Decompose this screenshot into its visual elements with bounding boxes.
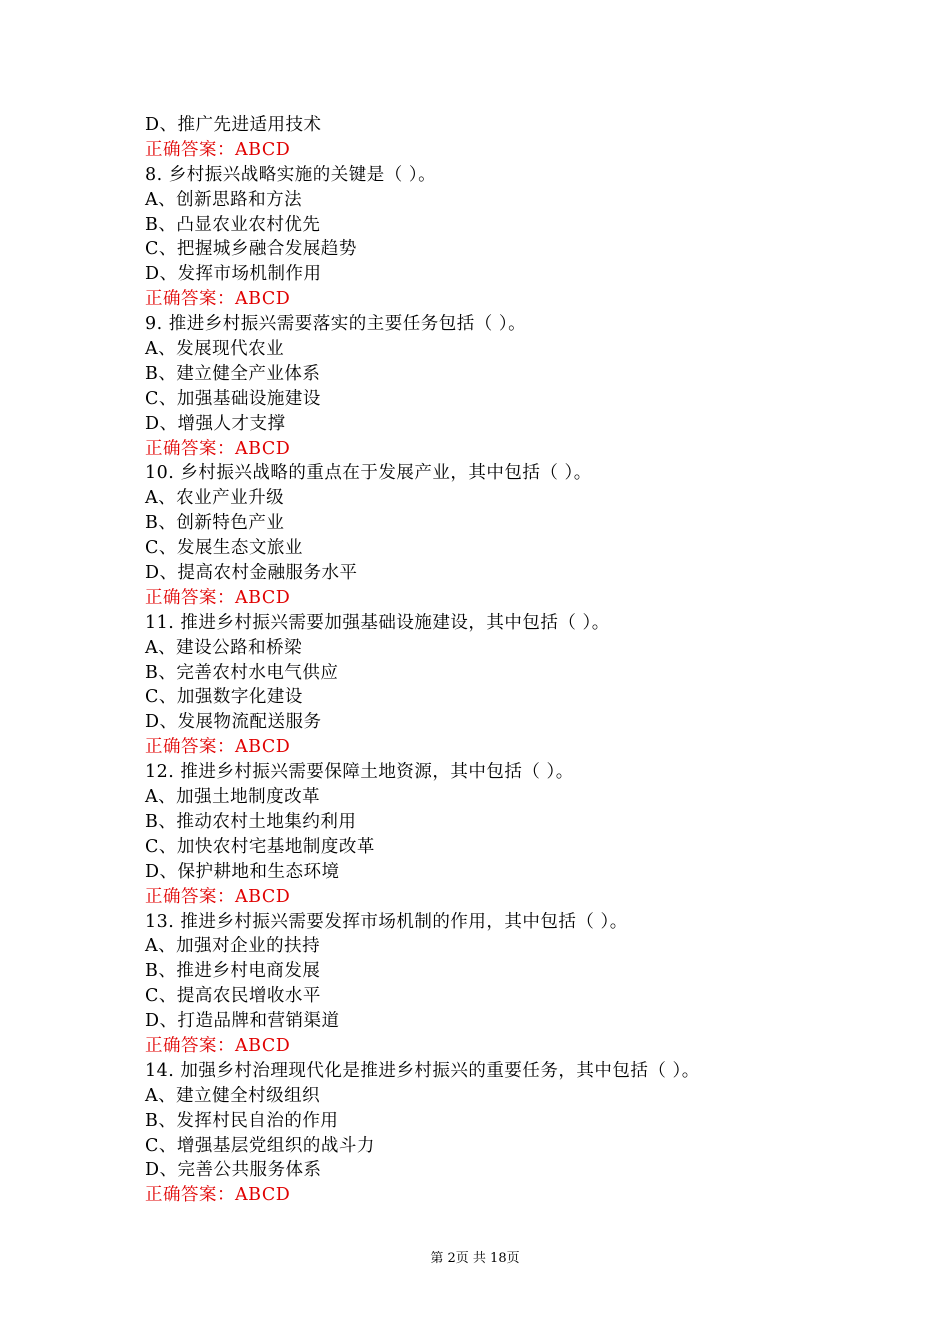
- question-stem: 12. 推进乡村振兴需要保障土地资源，其中包括（ ）。: [145, 762, 574, 783]
- question-stem: 14. 加强乡村治理现代化是推进乡村振兴的重要任务，其中包括（ ）。: [145, 1060, 700, 1081]
- correct-answer: 正确答案：ABCD: [145, 886, 291, 907]
- correct-answer: 正确答案：ABCD: [145, 289, 291, 310]
- question-stem: 13. 推进乡村振兴需要发挥市场机制的作用，其中包括（ ）。: [145, 911, 628, 932]
- option-a: A、发展现代农业: [145, 339, 285, 360]
- question-block: [145, 461, 845, 610]
- document-body: [145, 113, 845, 1208]
- option-a: A、加强土地制度改革: [145, 787, 321, 808]
- option-d: D、完善公共服务体系: [145, 1160, 322, 1181]
- correct-answer: 正确答案：ABCD: [145, 587, 291, 608]
- question-block: [145, 163, 845, 312]
- option-b: B、创新特色产业: [145, 513, 285, 534]
- option-a: A、加强对企业的扶持: [145, 936, 321, 957]
- option-d: D、发挥市场机制作用: [145, 264, 322, 285]
- correct-answer: 正确答案：ABCD: [145, 139, 291, 160]
- option-b: B、完善农村水电气供应: [145, 662, 339, 683]
- correct-answer: 正确答案：ABCD: [145, 1185, 291, 1206]
- page-number-footer: 第 2页 共 18页: [430, 1251, 520, 1266]
- correct-answer: 正确答案：ABCD: [145, 737, 291, 758]
- option-a: A、建立健全村级组织: [145, 1085, 321, 1106]
- option-c: C、加强数字化建设: [145, 687, 303, 708]
- option-d: D、提高农村金融服务水平: [145, 563, 358, 584]
- option-c: C、增强基层党组织的战斗力: [145, 1135, 375, 1156]
- option-c: C、把握城乡融合发展趋势: [145, 239, 357, 260]
- question-stem: 8. 乡村振兴战略实施的关键是（ ）。: [145, 164, 437, 185]
- question-block: [145, 611, 845, 760]
- option-c: C、提高农民增收水平: [145, 986, 321, 1007]
- question-stem: 9. 推进乡村振兴需要落实的主要任务包括（ ）。: [145, 314, 527, 335]
- option-b: B、推动农村土地集约利用: [145, 811, 357, 832]
- option-a: A、创新思路和方法: [145, 189, 303, 210]
- option-d: D、增强人才支撑: [145, 413, 286, 434]
- question-block: [145, 910, 845, 1059]
- question-stem: 11. 推进乡村振兴需要加强基础设施建设，其中包括（ ）。: [145, 612, 610, 633]
- option-b: B、发挥村民自治的作用: [145, 1110, 339, 1131]
- question-block: [145, 1059, 845, 1208]
- option-b: B、推进乡村电商发展: [145, 961, 321, 982]
- question-block: [145, 760, 845, 909]
- option-c: C、加快农村宅基地制度改革: [145, 836, 375, 857]
- option-d: D、推广先进适用技术: [145, 115, 322, 135]
- option-c: C、加强基础设施建设: [145, 388, 321, 409]
- option-d: D、打造品牌和营销渠道: [145, 1011, 340, 1032]
- option-b: B、凸显农业农村优先: [145, 214, 321, 235]
- correct-answer: 正确答案：ABCD: [145, 438, 291, 459]
- question-stem: 10. 乡村振兴战略的重点在于发展产业，其中包括（ ）。: [145, 463, 592, 484]
- option-a: A、建设公路和桥梁: [145, 637, 303, 658]
- correct-answer: 正确答案：ABCD: [145, 1035, 291, 1056]
- option-a: A、农业产业升级: [145, 488, 285, 509]
- option-c: C、发展生态文旅业: [145, 538, 303, 559]
- option-d: D、保护耕地和生态环境: [145, 861, 340, 882]
- option-b: B、建立健全产业体系: [145, 363, 321, 384]
- option-d: D、发展物流配送服务: [145, 712, 322, 733]
- question-block: [145, 312, 845, 461]
